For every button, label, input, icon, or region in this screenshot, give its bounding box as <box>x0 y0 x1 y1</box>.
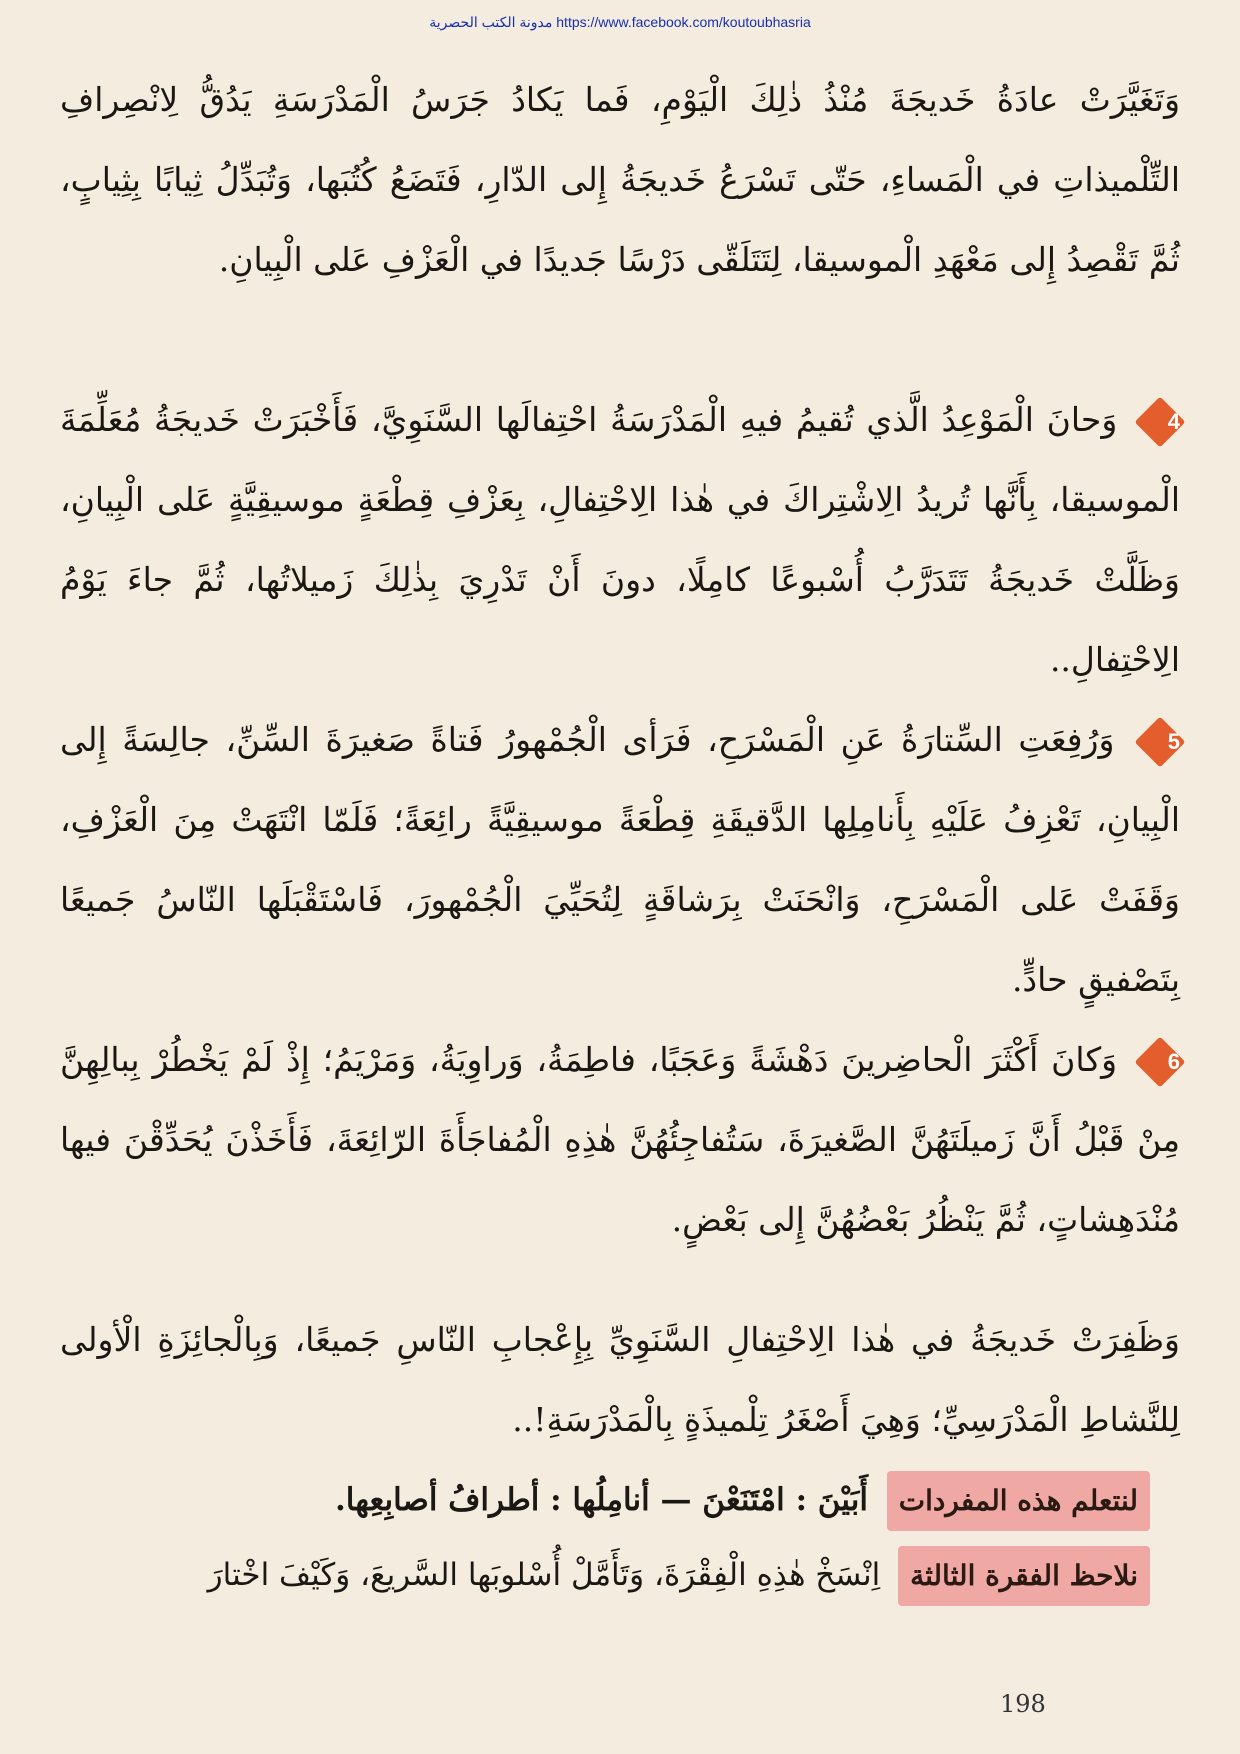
paragraph-6 <box>60 1020 1180 1260</box>
paragraph-text: وَظَفِرَتْ خَديجَةُ في هٰذا الِاحْتِفالِ السَّنَوِيِّ بِإِعْجابِ النّاسِ جَميعًا، وَبِالْجائِزَةِ الْأولى لِلنَّشاطِ الْمَدْرَسِيِّ؛ وَهِيَ أَصْغَرُ تِلْميذَةٍ بِالْمَدْرَسَةِ!.. <box>60 1320 1180 1439</box>
paragraph-5 <box>60 700 1180 1020</box>
paragraph-intro <box>60 60 1180 300</box>
paragraph-text: وَكانَ أَكْثَرَ الْحاضِرينَ دَهْشَةً وَعَجَبًا، فاطِمَةُ، وَراوِيَةُ، وَمَرْيَمُ؛ إِذْ لَمْ يَخْطُرْ بِبالِهِنَّ مِنْ قَبْلُ أَنَّ زَميلَتَهُنَّ الصَّغيرَةَ، سَتُفاجِئُهُنَّ هٰذِهِ الْمُفاجَأَةَ الرّائِعَةَ، فَأَخَذْنَ يُحَدِّقْنَ فيها مُنْدَهِشاتٍ، ثُمَّ يَنْظُرُ بَعْضُهُنَّ إِلى بَعْضٍ. <box>60 1040 1180 1239</box>
page-number: 198 <box>1000 1690 1046 1718</box>
vocabulary-text: أَبَيْنَ : امْتَنَعْنَ — أنامِلُها : أطرافُ أصابِعِها. <box>334 1482 868 1518</box>
paragraph-text: وَحانَ الْمَوْعِدُ الَّذي تُقيمُ فيهِ الْمَدْرَسَةُ احْتِفالَها السَّنَوِيَّ، فَأَخْبَرَتْ خَديجَةُ مُعَلِّمَةَ الْموسيقا، بِأَنَّها تُريدُ الِاشْتِراكَ في هٰذا الِاحْتِفالِ، بِعَزْفِ قِطْعَةٍ موسيقِيَّةٍ عَلى الْبِيانِ، وَظَلَّتْ خَديجَةُ تَتَدَرَّبُ أُسْبوعًا كامِلًا، دونَ أَنْ تَدْرِيَ بِذٰلِكَ زَميلاتُها، ثُمَّ جاءَ يَوْمُ الِاحْتِفالِ.. <box>60 400 1180 679</box>
observe-tag: نلاحظ الفقرة الثالثة <box>898 1546 1150 1606</box>
vocabulary-tag: لنتعلم هذه المفردات <box>887 1471 1150 1531</box>
observe-section <box>60 1545 1150 1606</box>
paragraph-number-badge: 5 <box>1140 722 1180 762</box>
paragraph-4 <box>60 380 1180 700</box>
paragraph-text: وَرُفِعَتِ السِّتارَةُ عَنِ الْمَسْرَحِ، فَرَأى الْجُمْهورُ فَتاةً صَغيرَةَ السِّنِّ، جالِسَةً إِلى الْبِيانِ، تَعْزِفُ عَلَيْهِ بِأَنامِلِها الدَّقيقَةِ قِطْعَةً موسيقِيَّةً رائِعَةً؛ فَلَمّا انْتَهَتْ مِنَ الْعَزْفِ، وَقَفَتْ عَلى الْمَسْرَحِ، وَانْحَنَتْ بِرَشاقَةٍ لِتُحَيِّيَ الْجُمْهورَ، فَاسْتَقْبَلَها النّاسُ جَميعًا بِتَصْفيقٍ حادٍّ. <box>60 720 1180 999</box>
source-link[interactable]: https://www.facebook.com/koutoubhasria مدونة الكتب الحصرية <box>429 14 811 30</box>
paragraph-conclusion <box>60 1300 1180 1460</box>
vocabulary-section <box>60 1470 1150 1531</box>
paragraph-text: وَتَغَيَّرَتْ عادَةُ خَديجَةَ مُنْذُ ذٰلِكَ الْيَوْمِ، فَما يَكادُ جَرَسُ الْمَدْرَسَةِ يَدُقُّ لِانْصِرافِ التِّلْميذاتِ في الْمَساءِ، حَتّى تَسْرَعُ خَديجَةُ إِلى الدّارِ، فَتَضَعُ كُتُبَها، وَتُبَدِّلُ ثِيابًا بِثِيابٍ، ثُمَّ تَقْصِدُ إِلى مَعْهَدِ الْموسيقا، لِتَتَلَقّى دَرْسًا جَديدًا في الْعَزْفِ عَلى الْبِيانِ. <box>60 80 1180 279</box>
paragraph-number-badge: 4 <box>1140 402 1180 442</box>
observe-text: اِنْسَخْ هٰذِهِ الْفِقْرَةَ، وَتَأَمَّلْ أُسْلوبَها السَّريعَ، وَكَيْفَ اخْتارَ <box>207 1557 881 1593</box>
paragraph-number-badge: 6 <box>1140 1042 1180 1082</box>
